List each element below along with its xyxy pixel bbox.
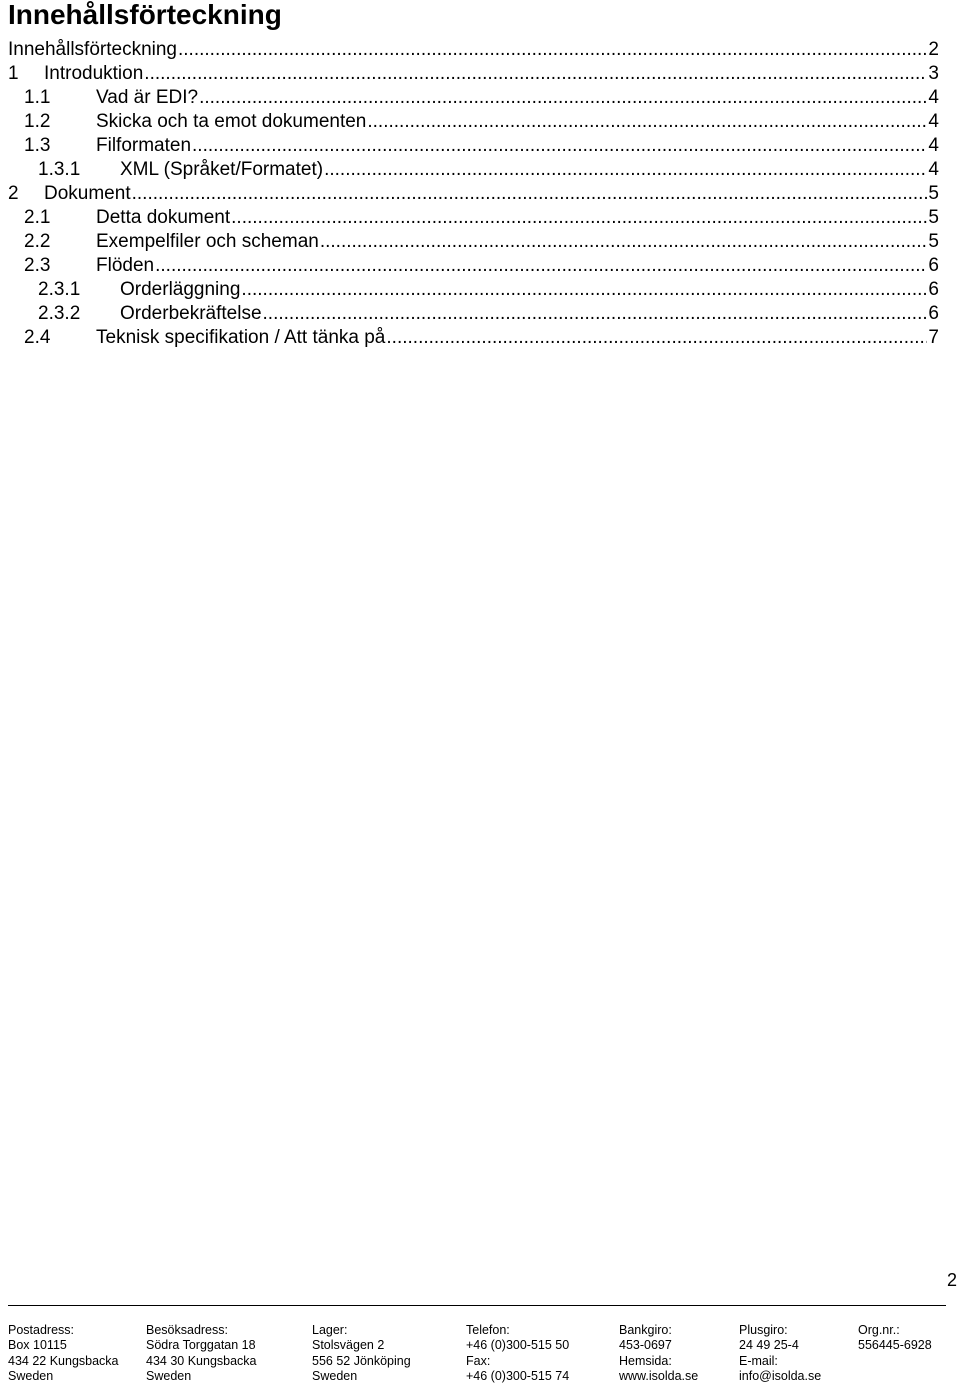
toc-entry-number: 2.4 [24, 327, 51, 348]
toc-entry-page: 3 [928, 63, 939, 84]
toc-entry-text: Dokument [44, 183, 131, 204]
toc-entry-page: 6 [928, 303, 939, 324]
footer-line: Stolsvägen 2 [312, 1338, 385, 1353]
toc-entry-number: 2.3 [24, 255, 51, 276]
toc-entry-page: 2 [928, 39, 939, 60]
toc-entry-1[interactable] [8, 62, 939, 86]
toc-entry-2-4[interactable] [8, 326, 939, 350]
toc-entry-1-1[interactable] [8, 86, 939, 110]
toc-leader-dots [324, 158, 927, 182]
toc-entry-text: Filformaten [96, 135, 192, 156]
toc-entry-number: 1 [8, 63, 19, 84]
footer-bankgiro [619, 1323, 698, 1385]
footer-line: E-mail: [739, 1353, 778, 1368]
footer-label: Besöksadress: [146, 1323, 228, 1337]
toc-leader-dots [199, 86, 927, 110]
footer-plusgiro [739, 1323, 821, 1385]
toc-entry-page: 5 [928, 207, 939, 228]
toc-entry-page: 4 [928, 87, 939, 108]
footer-phone [466, 1323, 569, 1385]
toc-entry-page: 4 [928, 111, 939, 132]
toc-entry-2-3-1[interactable] [8, 278, 939, 302]
footer-label: Bankgiro: [619, 1323, 672, 1337]
toc-entry-2-3[interactable] [8, 254, 939, 278]
toc-leader-dots [320, 230, 928, 254]
footer-line: Sweden [146, 1369, 192, 1384]
footer-label: Org.nr.: [858, 1323, 900, 1337]
toc-entry-page: 4 [928, 159, 939, 180]
footer-line: www.isolda.se [619, 1369, 699, 1384]
footer-line: Södra Torggatan 18 [146, 1338, 256, 1353]
toc-entry-number: 2.1 [24, 207, 51, 228]
toc-entry-page: 4 [928, 135, 939, 156]
toc-entry-2[interactable] [8, 182, 939, 206]
toc-entry-text: Orderläggning [120, 279, 241, 300]
toc-leader-dots [367, 110, 927, 134]
toc-entry-number: 2.2 [24, 231, 51, 252]
toc-entry-page: 7 [928, 327, 939, 348]
toc-entry-text: Exempelfiler och scheman [96, 231, 319, 252]
footer-divider [8, 1305, 946, 1306]
page-number: 2 [946, 1270, 957, 1290]
toc-entry-text: Teknisk specifikation / Att tänka på [96, 327, 386, 348]
footer-line: 434 22 Kungsbacka [8, 1353, 119, 1368]
toc-entry-number: 1.3.1 [38, 159, 81, 180]
footer-label: Lager: [312, 1323, 348, 1337]
footer-line: Fax: [466, 1353, 491, 1368]
footer-line: 556 52 Jönköping [312, 1353, 411, 1368]
toc-entry-text: Skicka och ta emot dokumenten [96, 111, 367, 132]
toc-entry-1-3[interactable] [8, 134, 939, 158]
footer-line: 556445-6928 [858, 1338, 932, 1353]
toc-entry-1-2[interactable] [8, 110, 939, 134]
footer-line: Sweden [312, 1369, 358, 1384]
toc-entry-number: 1.3 [24, 135, 51, 156]
toc-entry-page: 6 [928, 279, 939, 300]
footer-line: 453-0697 [619, 1338, 672, 1353]
toc-entry-1-3-1[interactable] [8, 158, 939, 182]
document-title: Innehållsförteckning [8, 0, 282, 30]
toc-entry-page: 5 [928, 183, 939, 204]
toc-entry-2-1[interactable] [8, 206, 939, 230]
toc-entry-text: XML (Språket/Formatet) [120, 159, 324, 180]
toc-entry-text: Flöden [96, 255, 155, 276]
toc-leader-dots [155, 254, 927, 278]
toc-leader-dots [132, 182, 928, 206]
toc-entry-number: 1.2 [24, 111, 51, 132]
toc-leader-dots [241, 278, 927, 302]
footer-line: +46 (0)300-515 50 [466, 1338, 570, 1353]
toc-entry-text: Innehållsförteckning [8, 39, 177, 60]
toc-leader-dots [178, 38, 927, 62]
footer-orgnr [858, 1323, 932, 1354]
footer-warehouse [312, 1323, 411, 1385]
toc-entry-number: 2.3.2 [38, 303, 81, 324]
toc-entry-text: Detta dokument [96, 207, 231, 228]
toc-entry-2-2[interactable] [8, 230, 939, 254]
toc-leader-dots [144, 62, 927, 86]
table-of-contents [8, 38, 939, 350]
toc-entry-number: 2 [8, 183, 19, 204]
toc-leader-dots [263, 302, 928, 326]
footer-line: 24 49 25-4 [739, 1338, 799, 1353]
toc-leader-dots [192, 134, 927, 158]
toc-leader-dots [386, 326, 927, 350]
toc-entry-2-3-2[interactable] [8, 302, 939, 326]
toc-entry-page: 6 [928, 255, 939, 276]
footer-line: info@isolda.se [739, 1369, 822, 1384]
toc-entry-text: Vad är EDI? [96, 87, 199, 108]
footer-line: Sweden [8, 1369, 54, 1384]
toc-entry-page: 5 [928, 231, 939, 252]
footer-visiting-address [146, 1323, 257, 1385]
footer-line: +46 (0)300-515 74 [466, 1369, 570, 1384]
toc-entry-number: 1.1 [24, 87, 51, 108]
footer-line: Hemsida: [619, 1353, 672, 1368]
toc-leader-dots [231, 206, 927, 230]
toc-entry-text: Orderbekräftelse [120, 303, 262, 324]
footer-postal-address [8, 1323, 119, 1385]
footer-label: Postadress: [8, 1323, 75, 1337]
toc-entry-contents[interactable] [8, 38, 939, 62]
footer-line: Box 10115 [8, 1338, 67, 1353]
toc-entry-number: 2.3.1 [38, 279, 81, 300]
footer-label: Plusgiro: [739, 1323, 788, 1337]
footer-line: 434 30 Kungsbacka [146, 1353, 257, 1368]
footer-label: Telefon: [466, 1323, 510, 1337]
toc-entry-text: Introduktion [44, 63, 144, 84]
